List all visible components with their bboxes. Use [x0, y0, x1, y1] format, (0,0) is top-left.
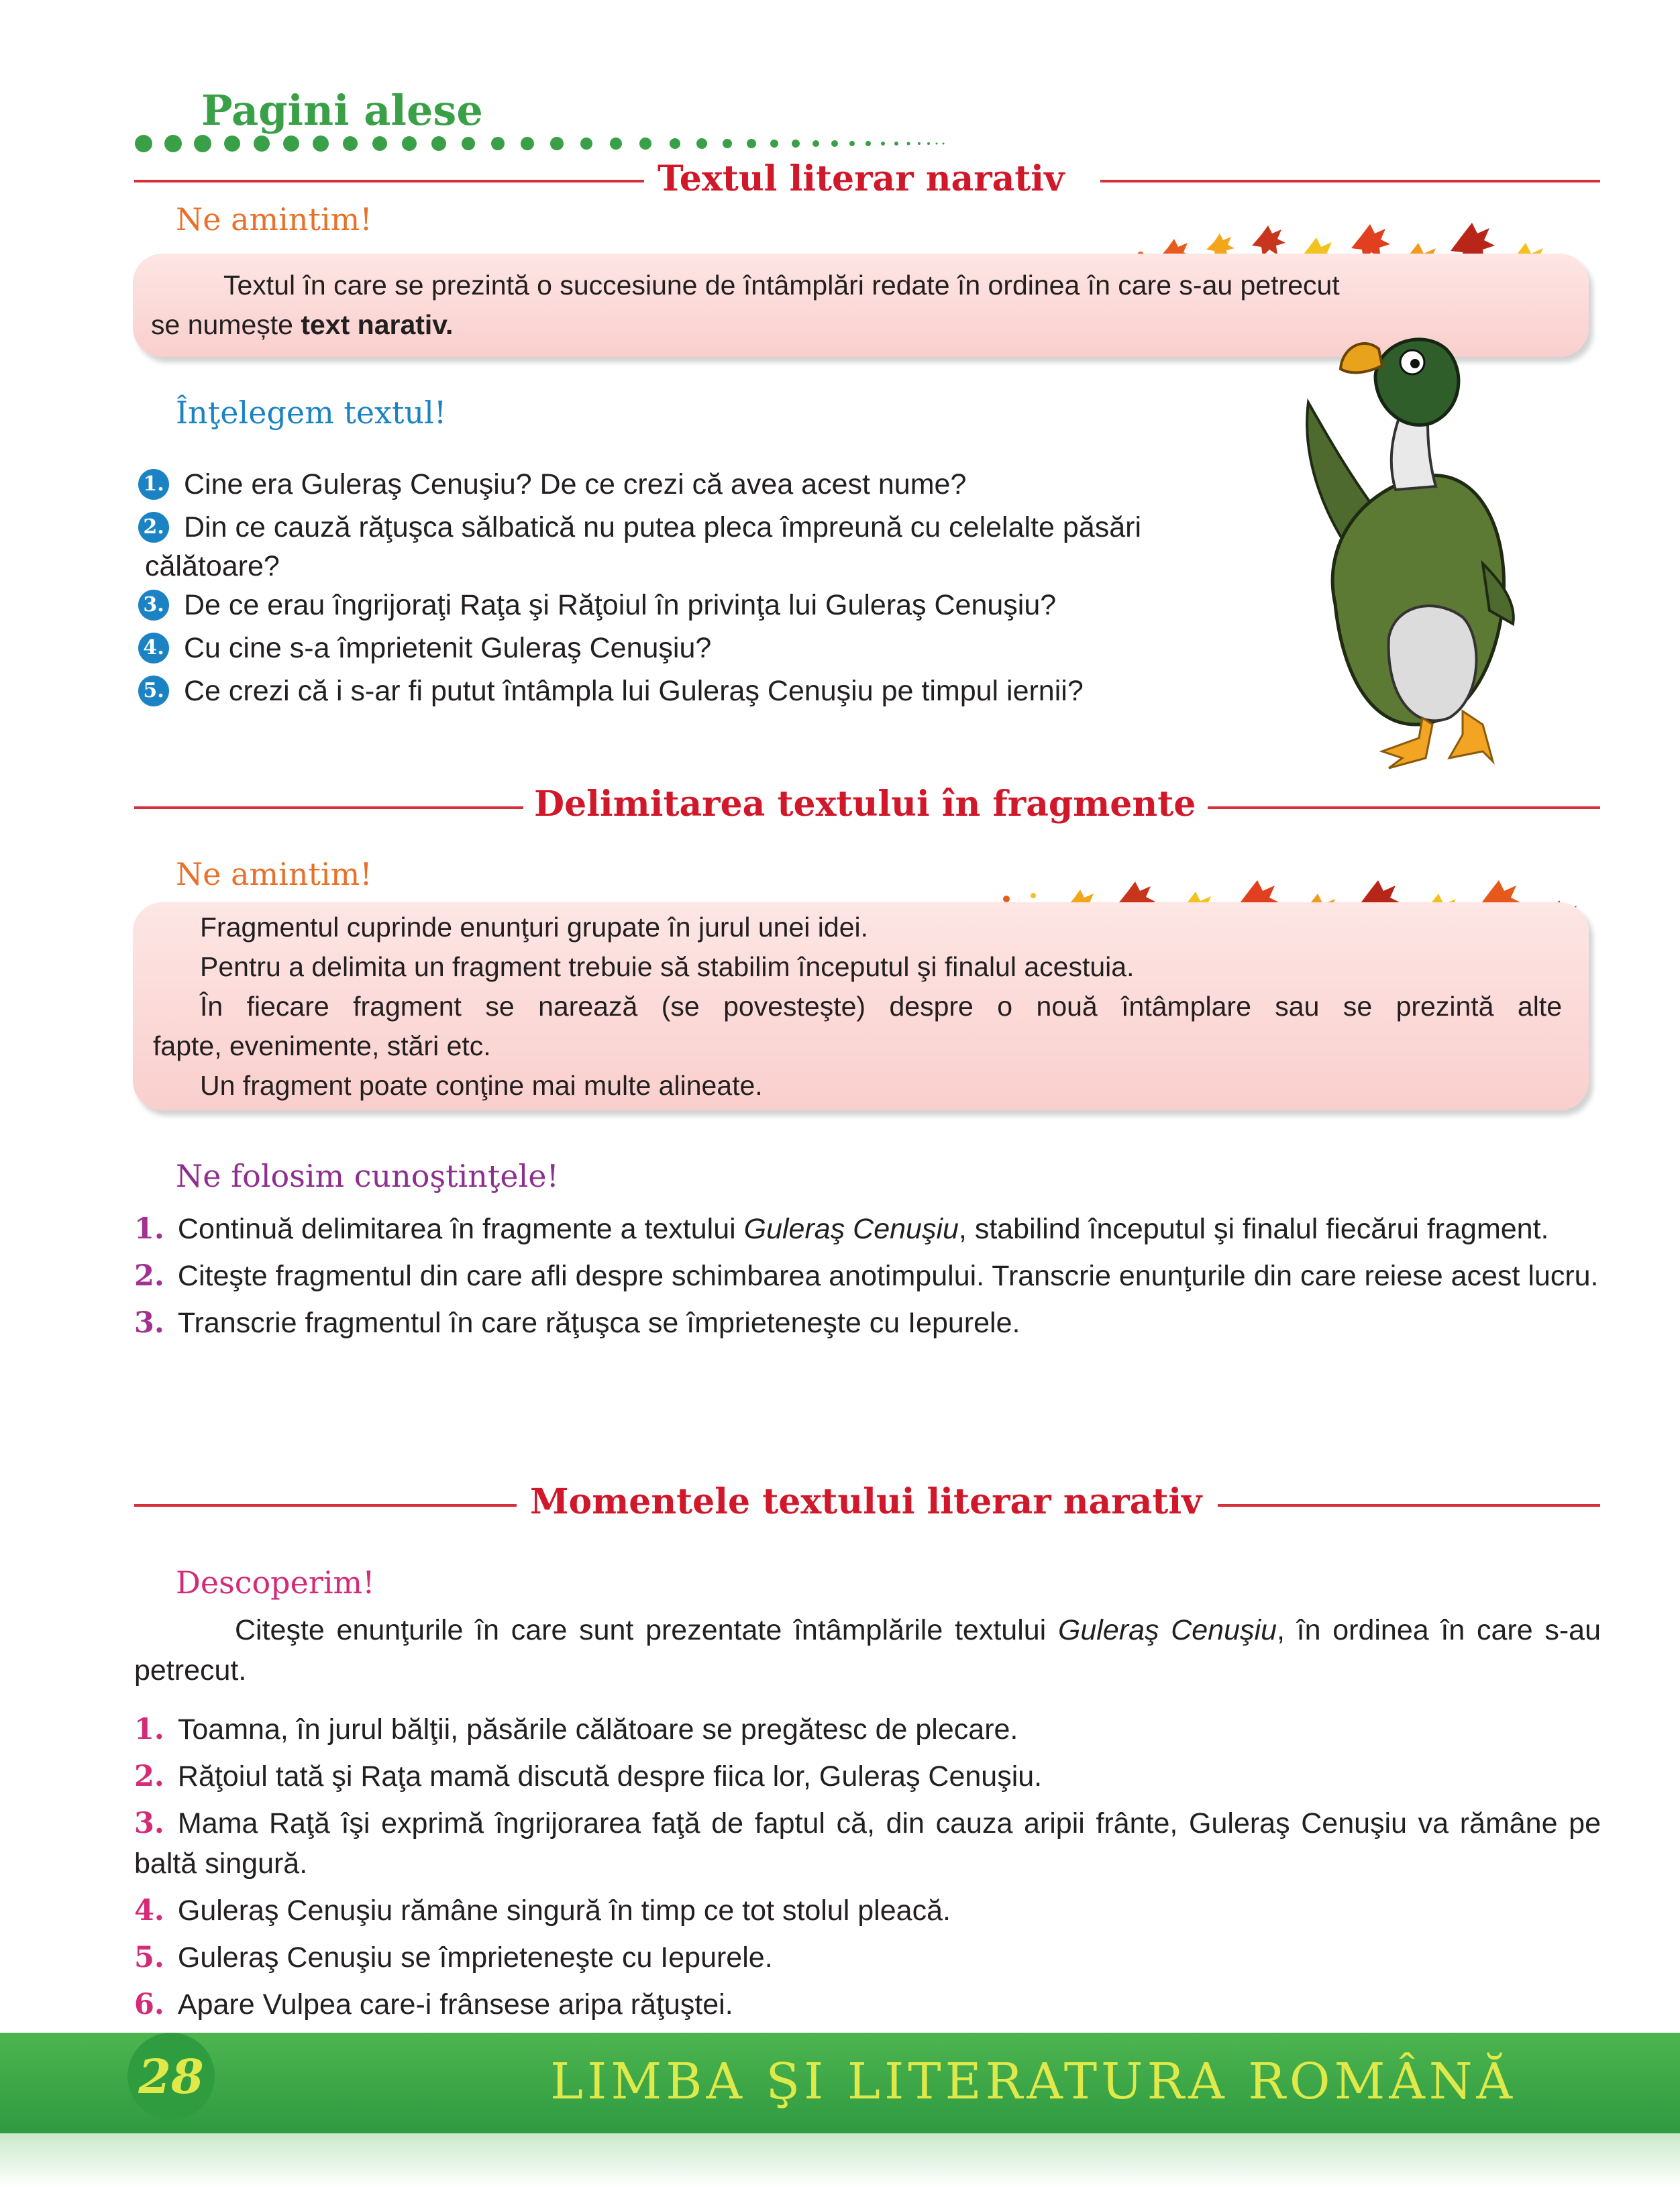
page-header-title: Pagini alese	[201, 86, 483, 135]
reminder-line: Un fragment poate conţine mai multe alineate.	[200, 1070, 763, 1101]
question-number: 3.	[138, 590, 169, 621]
discover-heading: Descoperim!	[176, 1564, 375, 1601]
comprehension-questions	[138, 463, 1279, 712]
section-title-moments: Momentele textului literar narativ	[530, 1481, 1202, 1522]
reminder-line: Pentru a delimita un fragment trebuie să stabilim începutul şi finalul acestuia.	[200, 951, 1135, 982]
list-item-continued	[138, 549, 1279, 584]
reminder-heading: Ne amintim!	[176, 856, 372, 892]
list-item: 6. Apare Vulpea care-i frânsese aripa răţuştei.	[134, 1988, 733, 2021]
event-number: 1.	[134, 1713, 164, 1746]
event-number: 5.	[134, 1941, 164, 1974]
list-item	[138, 627, 1279, 670]
task-number: 2.	[134, 1259, 164, 1293]
section-rule-left	[134, 1504, 517, 1507]
task-number: 3.	[134, 1306, 164, 1340]
question-number: 2.	[138, 512, 169, 543]
list-item: 3. Transcrie fragmentul în care răţuşca se împrieteneşte cu Iepurele.	[134, 1306, 1020, 1340]
question-text: Cine era Guleraş Cenuşiu? De ce crezi că avea acest nume?	[184, 468, 967, 500]
section-title-text-narrative: Textul literar narativ	[658, 158, 1065, 199]
section-rule-right	[1218, 1504, 1600, 1507]
question-text: Cu cine s-a împrietenit Guleraş Cenuşiu?	[184, 632, 712, 664]
task-number: 1.	[134, 1212, 164, 1246]
reminder-line: Fragmentul cuprinde enunţuri grupate în jurul unei idei.	[200, 912, 868, 943]
duck-illustration	[1261, 322, 1563, 778]
list-item	[138, 506, 1279, 549]
event-number: 4.	[134, 1894, 164, 1927]
question-number: 4.	[138, 633, 169, 663]
reminder-line: În fiecare fragment se narează (se povesteşte) despre o nouă întâmplare sau se prezintă alte	[200, 991, 1562, 1022]
list-item: 1. Toamna, în jurul bălţii, păsările călătoare se pregătesc de plecare.	[134, 1713, 1018, 1746]
section-rule-left	[134, 806, 523, 809]
reminder-line: se numește text narativ.	[151, 309, 454, 340]
list-item: 1. Continuă delimitarea în fragmente a textului Guleraş Cenuşiu, stabilind începutul şi finalul fiecărui fragment.	[134, 1212, 1549, 1246]
events-list	[134, 1709, 1601, 2031]
question-text: Ce crezi că i s-ar fi putut întâmpla lui Guleraş Cenuşiu pe timpul iernii?	[184, 675, 1084, 707]
event-number: 2.	[134, 1760, 164, 1793]
list-item	[138, 463, 1279, 506]
question-text: Din ce cauză răţuşca sălbatică nu putea pleca împreună cu celelalte păsări	[184, 511, 1141, 543]
reminder-heading: Ne amintim!	[176, 201, 372, 237]
reminder-line: Textul în care se prezintă o succesiune de întâmplări redate în ordinea în care s-au petrecut	[223, 270, 1340, 301]
question-text: călătoare?	[145, 550, 280, 582]
key-term: text narativ.	[301, 309, 454, 340]
reminder-line: fapte, evenimente, stări etc.	[153, 1030, 491, 1061]
list-item: 2. Citeşte fragmentul din care afli despre schimbarea anotimpului. Transcrie enunţurile din care reiese acest lucru.	[134, 1259, 1599, 1293]
list-item	[138, 584, 1279, 627]
footer-fade	[0, 2133, 1680, 2187]
list-item: 3. Mama Raţă îşi exprimă îngrijorarea faţă de faptul că, din cauza aripii frânte, Guleraş Cenuşiu va rămâne pe baltă singură.	[134, 1807, 1601, 1880]
section-title-fragments: Delimitarea textului în fragmente	[534, 784, 1196, 824]
tasks-list	[134, 1209, 1601, 1350]
list-item	[138, 670, 1279, 712]
question-number: 1.	[138, 469, 169, 500]
discover-intro	[134, 1610, 1601, 1697]
list-item: 5. Guleraş Cenuşiu se împrieteneşte cu Iepurele.	[134, 1941, 773, 1974]
question-text: De ce erau îngrijoraţi Raţa şi Răţoiul în privinţa lui Guleraş Cenuşiu?	[184, 589, 1057, 621]
event-number: 3.	[134, 1807, 164, 1840]
list-item: 4. Guleraş Cenuşiu rămâne singură în timp ce tot stolul pleacă.	[134, 1894, 951, 1927]
section-rule-left	[134, 180, 644, 182]
intro-paragraph: Citeşte enunţurile în care sunt prezentate întâmplările textului Guleraş Cenuşiu, în ordinea în care s-au petrecut.	[134, 1614, 1601, 1687]
section-rule-right	[1208, 806, 1600, 809]
book-title: Guleraş Cenuşiu	[743, 1213, 959, 1245]
understand-heading: Înţelegem textul!	[176, 394, 447, 431]
header-dots-divider	[134, 130, 953, 157]
page-number: 28	[127, 2033, 215, 2120]
use-knowledge-heading: Ne folosim cunoştinţele!	[176, 1158, 560, 1194]
footer-subject-title: LIMBA ŞI LITERATURA ROMÂNĂ	[550, 2053, 1516, 2111]
section-rule-right	[1100, 180, 1600, 182]
question-number: 5.	[138, 676, 169, 706]
book-title: Guleraş Cenuşiu	[1057, 1614, 1277, 1646]
reminder-box-text	[153, 908, 1562, 1106]
list-item: 2. Răţoiul tată şi Raţa mamă discută despre fiica lor, Guleraş Cenuşiu.	[134, 1760, 1043, 1793]
event-number: 6.	[134, 1988, 164, 2021]
